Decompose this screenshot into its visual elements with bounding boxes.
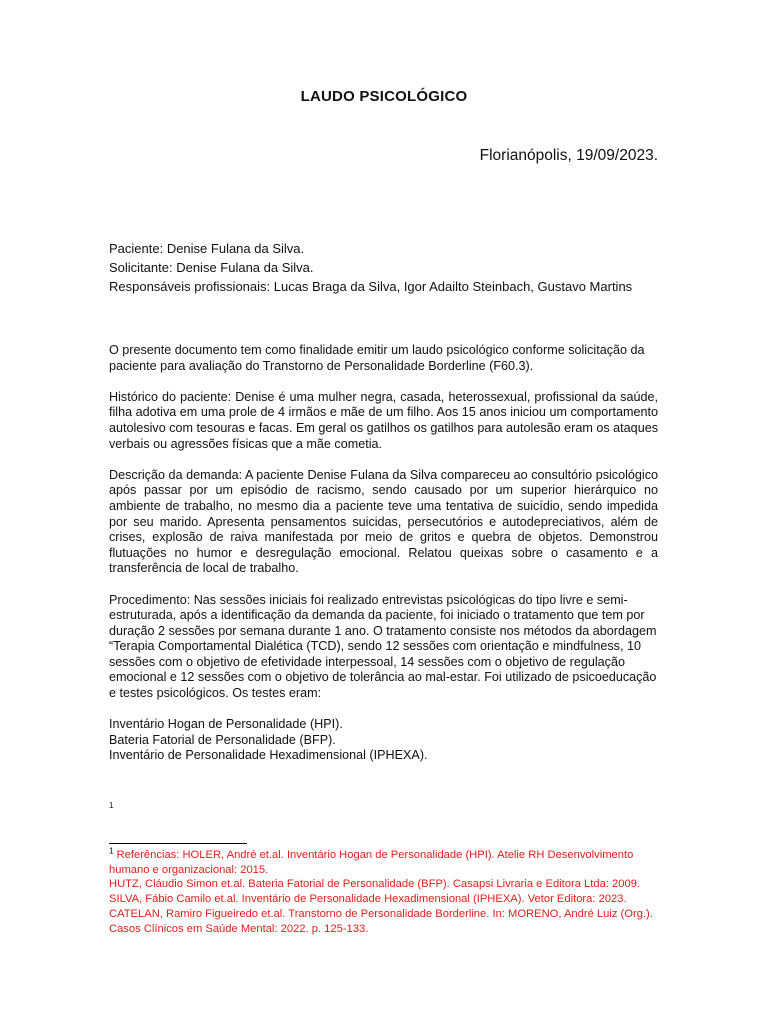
- test-item: Inventário Hogan de Personalidade (HPI).: [109, 717, 343, 732]
- responsibles-line: Responsáveis profissionais: Lucas Braga da Silva, Igor Adailto Steinbach, Gustavo Martins: [109, 279, 633, 294]
- intro-paragraph: O presente documento tem como finalidade emitir um laudo psicológico conforme solicitação da paciente para avaliação do Transtorno de Personalidade Borderline (F60.3).: [109, 343, 645, 373]
- footnote-line-1: [109, 848, 658, 877]
- test-item: Bateria Fatorial de Personalidade (BFP).: [109, 732, 336, 747]
- demand-paragraph: Descrição da demanda: A paciente Denise Fulana da Silva compareceu ao consultório psicológico após passar por um episódio de racismo, sendo causado por um superior hierárquico no ambiente de trabalho, no mesmo dia a paciente teve uma tentativa de suicídio, sendo impedida por seu marido. Apresenta pensamentos suicidas, persecutórios e autodepreciativos, além de crises, explosão de raiva manifestada por meio de gritos e quebra de objetos. Demonstrou flutuações no humor e desregulação emocional. Relatou queixas sobre o casamento e a transferência de local de trabalho.: [109, 467, 658, 576]
- test-item: Inventário de Personalidade Hexadimensional (IPHEXA).: [109, 748, 428, 763]
- footnotes: [109, 848, 658, 936]
- requester-line: Solicitante: Denise Fulana da Silva.: [109, 260, 314, 275]
- patient-line: Paciente: Denise Fulana da Silva.: [109, 241, 305, 256]
- body-text: [109, 343, 658, 764]
- procedure-paragraph: Procedimento: Nas sessões iniciais foi realizado entrevistas psicológicas do tipo livre e semi-estruturada, após a identificação da demanda da paciente, foi iniciado o tratamento que tem por duração 2 sessões por semana durante 1 ano. O tratamento consiste nos métodos da abordagem “Terapia Comportamental Dialética (TCD), sendo 12 sessões com orientação e mindfulness, 10 sessões com o objetivo de efetividade interpessoal, 14 sessões com o objetivo de regulação emocional e 12 sessões com o objetivo de tolerância ao mal-estar. Foi utilizado de psicoeducação e testes psicológicos. Os testes eram:: [109, 592, 657, 701]
- tests-list: [109, 717, 658, 764]
- footnote-line-3: SILVA, Fábio Camilo et.al. Inventário de Personalidade Hexadimensional (IPHEXA). Vetor Editora: 2023.: [109, 893, 627, 906]
- footnote-marker: 1: [109, 801, 114, 810]
- footnote-text: Referências: HOLER, André et.al. Inventário Hogan de Personalidade (HPI). Atelie RH Desenvolvimento humano e organizacional: 2015.: [109, 849, 634, 876]
- history-paragraph: Histórico do paciente: Denise é uma mulher negra, casada, heterossexual, profissional da saúde, filha adotiva em uma prole de 4 irmãos e mãe de um filho. Aos 15 anos iniciou um comportamento autolesivo com tesouras e facas. Em geral os gatilhos os gatilhos para autolesão eram os ataques verbais ou agressões físicas que a mãe cometia.: [109, 389, 658, 451]
- document-title: LAUDO PSICOLÓGICO: [300, 88, 468, 105]
- footnote-sup: 1: [109, 846, 114, 856]
- meta-block: [109, 239, 632, 296]
- footnote-divider: [109, 843, 247, 844]
- footnote-line-4: CATELAN, Ramiro Figueiredo et.al. Transtorno de Personalidade Borderline. In: MORENO, André Luiz (Org.). Casos Clínicos em Saúde Mental: 2022. p. 125-133.: [109, 907, 653, 935]
- footnote-line-2: HUTZ, Cláudio Simon et.al. Bateria Fatorial de Personalidade (BFP). Casapsi Livraria e Editora Ltda: 2009.: [109, 878, 641, 891]
- date-line: Florianópolis, 19/09/2023.: [479, 147, 658, 164]
